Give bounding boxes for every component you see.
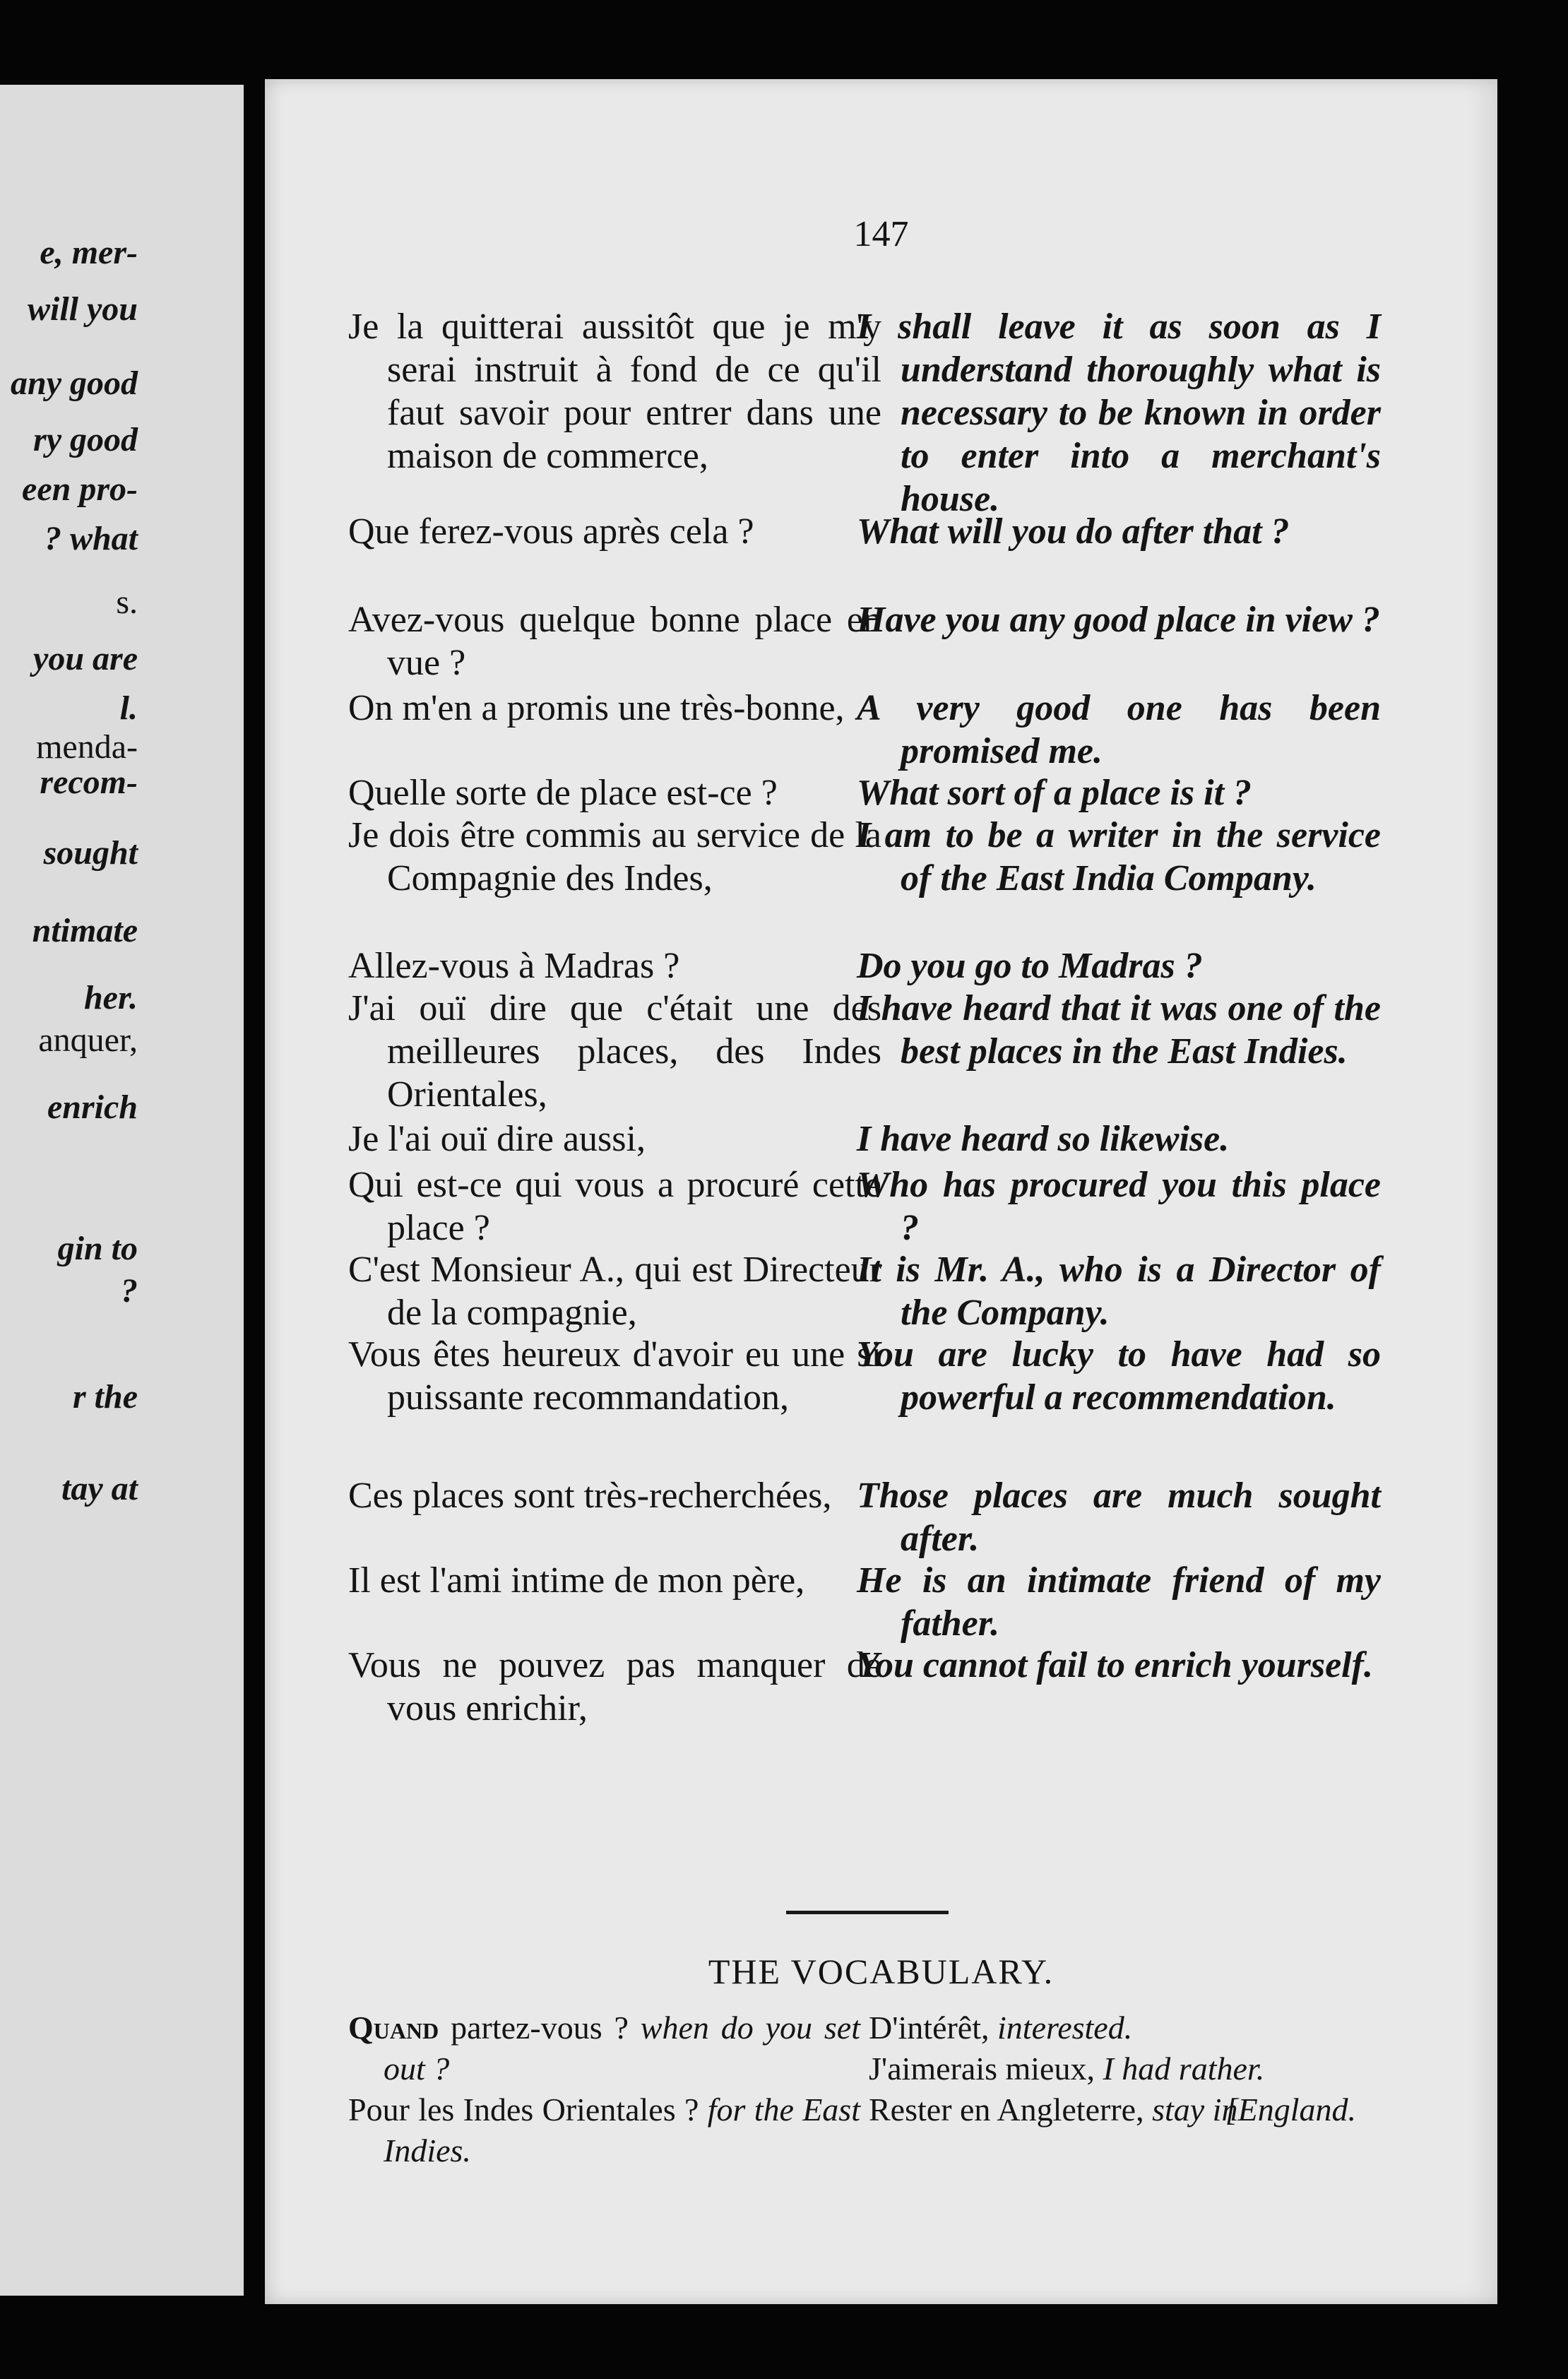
vocabulary-entry [348,2007,860,2089]
english-translation: Do you go to Madras ? [857,946,1203,986]
previous-page-fragment: l. [119,689,138,727]
section-divider [786,1911,949,1914]
french-phrase: Que ferez-vous après cela ? [348,511,754,552]
book-page [265,79,1497,2304]
french-phrase: Qui est-ce qui vous a procuré cette place ? [348,1165,881,1248]
french-phrase: Il est l'ami intime de mon père, [348,1560,805,1601]
english-translation: He is an intimate friend of my father. [857,1560,1381,1644]
french-phrase: Avez-vous quelque bonne place en vue ? [348,600,881,683]
vocabulary-french: J'aimerais mieux, [869,2051,1095,2087]
vocabulary-left-column [348,2007,860,2171]
english-translation: It is Mr. A., who is a Director of the Company. [857,1250,1381,1333]
english-translation: Who has procured you this place ? [857,1165,1381,1248]
english-translation: Those places are much sought after. [857,1476,1381,1559]
english-translation: I have heard so likewise. [857,1119,1230,1159]
previous-page-fragment: r the [72,1378,138,1416]
vocabulary-continuation: [England. [1225,2092,1356,2128]
previous-page-fragment: her. [83,979,138,1016]
previous-page-fragment: enrich [47,1088,138,1126]
english-translation: What sort of a place is it ? [857,773,1252,813]
previous-page-fragment: menda- [36,728,138,766]
vocabulary-english: for the East Indies. [384,2092,860,2169]
previous-page-fragment: een pro- [22,470,138,508]
previous-page-fragment: s. [116,583,138,621]
english-translation: I shall leave it as soon as I understand thoroughly what is necessary to be known in order to enter into a merchant's house. [857,307,1381,519]
english-translation: You are lucky to have had so powerful a recommendation. [857,1334,1381,1418]
french-phrase: Je dois être commis au service de la Compagnie des Indes, [348,815,881,898]
previous-page-fragment: any good [11,364,138,402]
vocabulary-entry [348,2089,860,2171]
vocabulary-entry [869,2007,1356,2048]
french-phrase: Je l'ai ouï dire aussi, [348,1119,646,1159]
previous-page-fragment: tay at [61,1470,138,1507]
english-translation: You cannot fail to enrich yourself. [857,1645,1373,1685]
vocabulary-english: when do you set out ? [384,2010,860,2087]
previous-page-fragment: gin to [57,1230,138,1267]
vocabulary-english: I had rather. [1094,2051,1265,2087]
vocabulary-french: Rester en Angleterre, [869,2092,1144,2128]
french-phrase: Allez-vous à Madras ? [348,946,680,986]
english-translation: I am to be a writer in the service of the East India Company. [857,815,1381,898]
previous-page-fragment: sought [43,834,138,872]
previous-page-fragment: anquer, [38,1021,138,1059]
english-translation: What will you do after that ? [857,511,1290,552]
vocabulary-french: D'intérêt, [869,2010,990,2046]
french-phrase: Ces places sont très-recherchées, [348,1476,832,1516]
french-phrase: C'est Monsieur A., qui est Directeur de la compagnie, [348,1250,881,1333]
french-phrase: Vous êtes heureux d'avoir eu une si puissante recommandation, [348,1334,881,1418]
vocabulary-french: partez-vous ? [439,2010,629,2046]
previous-page-fragment: e, mer- [40,234,138,271]
vocabulary-heading: THE VOCABULARY. [708,1952,1055,1991]
previous-page-fragment: you are [33,640,138,677]
french-phrase: Je la quitterai aussitôt que je m'y serai instruit à fond de ce qu'il faut savoir pour entrer dans une maison de commerce, [348,307,881,476]
vocabulary-english: interested. [989,2010,1133,2046]
vocabulary-right-column [869,2007,1356,2130]
previous-page-fragment: ry good [33,421,138,458]
vocabulary-french: Pour les Indes Orientales ? [348,2092,699,2128]
english-translation: Have you any good place in view ? [857,600,1380,640]
previous-page-fragment: ? [121,1272,138,1310]
french-phrase: Quelle sorte de place est-ce ? [348,773,778,813]
vocabulary-lead-word: Quand [348,2010,439,2046]
french-phrase: On m'en a promis une très-bonne, [348,688,845,728]
previous-page-fragment: ntimate [32,912,138,949]
page-number: 147 [853,214,909,254]
previous-page-fragment: recom- [40,764,138,801]
english-translation: A very good one has been promised me. [857,688,1381,771]
vocabulary-english: stay in [1144,2092,1238,2128]
previous-page-edge [0,85,244,2296]
french-phrase: Vous ne pouvez pas manquer de vous enrichir, [348,1645,881,1728]
french-phrase: J'ai ouï dire que c'était une des meilleures places, des Indes Orientales, [348,988,881,1115]
previous-page-fragment: ? what [44,520,138,557]
previous-page-fragment: will you [27,290,138,328]
english-translation: I have heard that it was one of the best places in the East Indies. [857,988,1381,1072]
